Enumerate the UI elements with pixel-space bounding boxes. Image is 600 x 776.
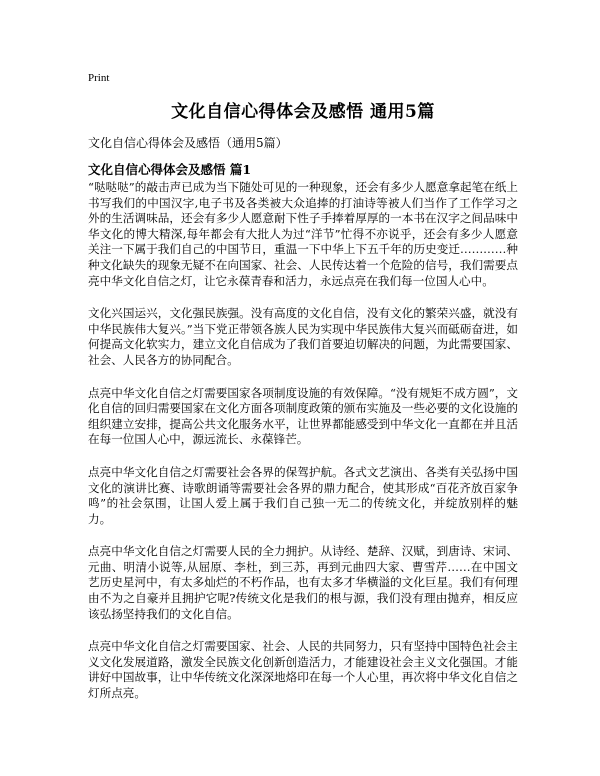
paragraph-5: 点亮中华文化自信之灯需要人民的全力拥护。从诗经、楚辞、汉赋，到唐诗、宋词、元曲、明清小说等,从屈原、李杜，到三苏，再到元曲四大家、曹雪芹……在中国文艺历史星河中，有太多灿烂的不朽作品，也有太多才华横溢的文化巨星。我们有何理由不为之自豪并且拥护它呢?传统文化是我们的根与源，我们没有理由抛弃，相反应该弘扬坚持我们的文化自信。: [88, 544, 518, 621]
paragraph-1: “哒哒哒”的敲击声已成为当下随处可见的一种现象，还会有多少人愿意拿起笔在纸上书写我们的中国汉字,电子书及各类被大众追捧的打油诗等被人们当作了工作学习之外的生活调味品，还会有多少人愿意耐下性子手捧着厚厚的一本书在汉字之间品味中华文化的博大精深,每年都会有大批人为过“洋节”忙得不亦说乎，还会有多少人愿意关注一下属于我们自己的中国节日，重温一下中华上下五千年的历史变迁…………种 种文化缺失的现象无疑不在向国家、社会、人民传达着一个危险的信号，我们需要点亮中华文化自信之灯，让它永葆青春和活力，永远点亮在我们每一位国人心中。: [88, 180, 518, 288]
paragraph-4: 点亮中华文化自信之灯需要社会各界的保驾护航。各式文艺演出、各类有关弘扬中国文化的演讲比赛、诗歌朗诵等需要社会各界的鼎力配合，使其形成“百花齐放百家争鸣”的社会氛围，让国人爱上属于我们自己独一无二的传统文化，并绽放别样的魅力。: [88, 464, 518, 526]
section-heading: 文化自信心得体会及感悟 篇1: [88, 162, 252, 177]
page-title: 文化自信心得体会及感悟 通用5篇: [171, 102, 435, 122]
document-body: [88, 180, 518, 719]
document-subtitle: 文化自信心得体会及感悟（通用5篇）: [88, 136, 288, 150]
print-label: Print: [88, 72, 110, 84]
paragraph-3: 点亮中华文化自信之灯需要国家各项制度设施的有效保障。“没有规矩不成方圆”，文化自信的回归需要国家在文化方面各项制度政策的颁布实施及一些必要的文化设施的组织建立安排，提高公共文化服务水平，让世界都能感受到中华文化一直都在并且活在每一位国人心中，源远流长、永葆锋芒。: [88, 385, 518, 447]
paragraph-2: 文化兴国运兴，文化强民族强。没有高度的文化自信，没有文化的繁荣兴盛，就没有中华民族伟大复兴。”当下党正带领各族人民为实现中华民族伟大复兴而砥砺奋进，如何提高文化软实力，建立文化自信成为了我们首要迫切解决的问题，为此需要国家、社会、人民各方的协同配合。: [88, 306, 518, 367]
paragraph-6: 点亮中华文化自信之灯需要国家、社会、人民的共同努力，只有坚持中国特色社会主义文化发展道路，激发全民族文化创新创造活力，才能建设社会主义文化强国。才能讲好中国故事，让中华传统文化深深地烙印在每一个人心里，再次将中华文化自信之灯所点亮。: [88, 639, 518, 701]
